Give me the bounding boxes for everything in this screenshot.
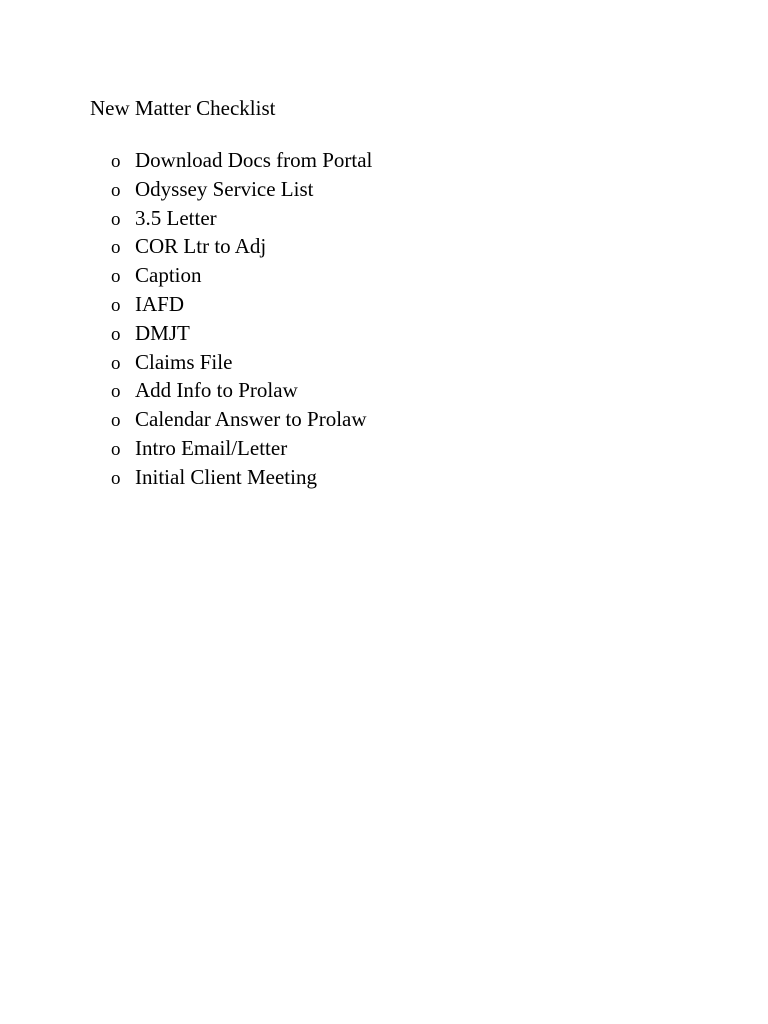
- bullet-icon: o: [111, 352, 121, 374]
- bullet-icon: o: [111, 151, 121, 172]
- checklist-item-text: Caption: [135, 263, 202, 288]
- checklist-item-text: Intro Email/Letter: [135, 435, 288, 460]
- checklist-item-text: Calendar Answer to Prolaw: [135, 407, 367, 432]
- checklist-item: [111, 290, 372, 319]
- checklist-item: [111, 463, 372, 492]
- checklist-item: [111, 434, 372, 463]
- checklist-item: [111, 376, 372, 405]
- checklist-item: [111, 319, 372, 348]
- checklist-item: [111, 405, 372, 434]
- checklist-item-text: Claims File: [135, 349, 233, 374]
- checklist-item: [111, 175, 372, 204]
- checklist-item-text: IAFD: [135, 291, 185, 316]
- bullet-icon: o: [111, 179, 121, 201]
- checklist-item-text: 3.5 Letter: [135, 205, 217, 230]
- checklist-item: [111, 146, 372, 175]
- checklist-item-text: DMJT: [135, 320, 190, 345]
- bullet-icon: o: [111, 266, 121, 288]
- checklist-item-text: Download Docs from Portal: [135, 148, 373, 172]
- checklist: [111, 146, 372, 492]
- bullet-icon: o: [111, 381, 121, 403]
- checklist-item-text: Initial Client Meeting: [135, 464, 317, 489]
- checklist-item-text: Add Info to Prolaw: [135, 378, 298, 403]
- document-title: New Matter Checklist: [90, 96, 276, 120]
- bullet-icon: o: [111, 410, 121, 432]
- bullet-icon: o: [111, 323, 121, 345]
- bullet-icon: o: [111, 208, 121, 230]
- checklist-item: [111, 261, 372, 290]
- bullet-icon: o: [111, 438, 121, 460]
- checklist-item-text: Odyssey Service List: [135, 176, 314, 201]
- checklist-item: [111, 348, 372, 377]
- bullet-icon: o: [111, 237, 121, 259]
- checklist-item-text: COR Ltr to Adj: [135, 234, 267, 259]
- checklist-item: [111, 232, 372, 261]
- bullet-icon: o: [111, 467, 121, 489]
- checklist-item: [111, 204, 372, 233]
- bullet-icon: o: [111, 294, 121, 316]
